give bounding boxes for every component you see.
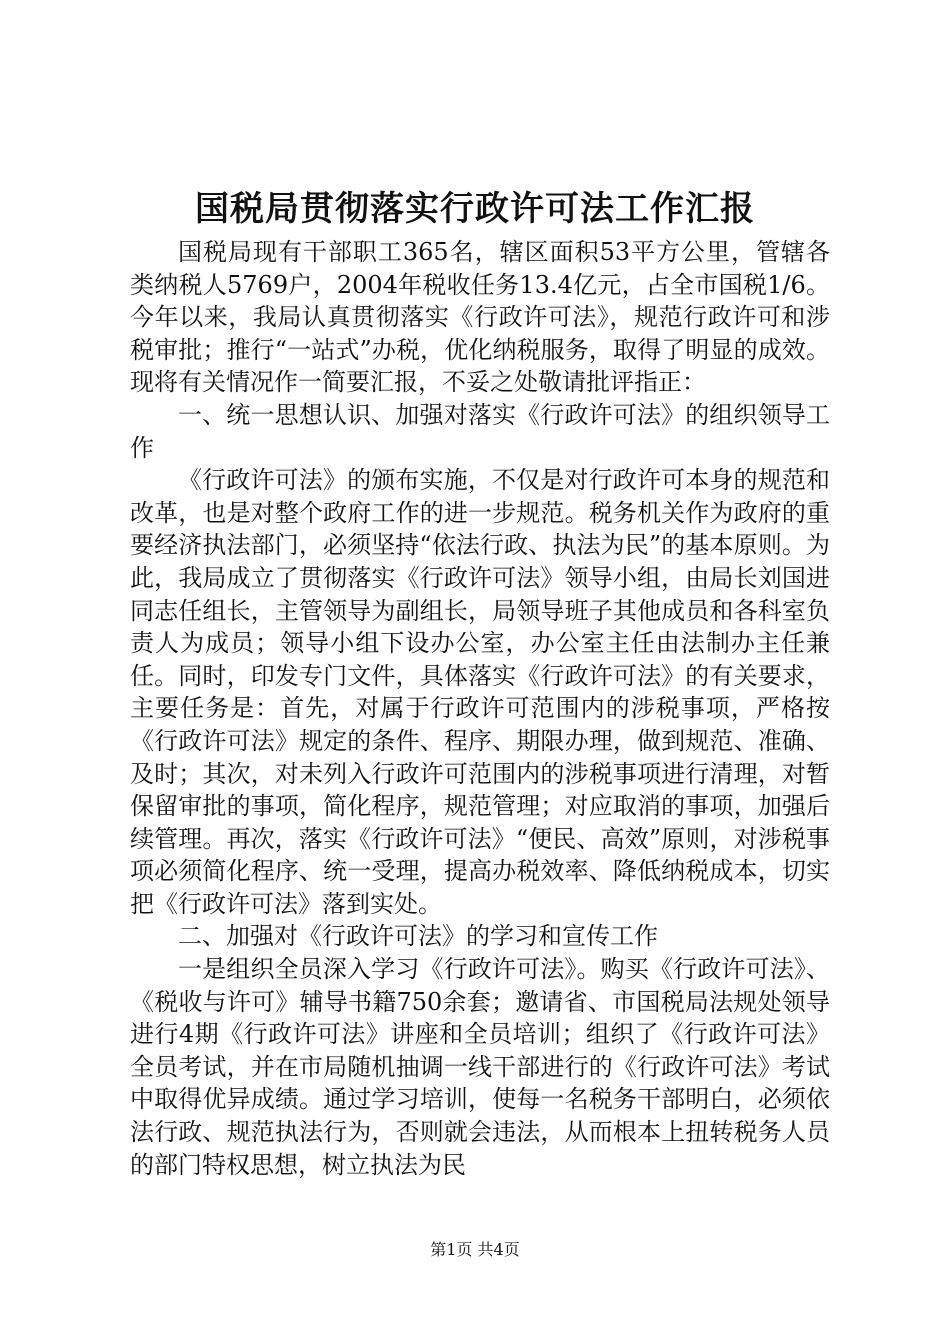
document-body (130, 236, 830, 1181)
paragraph-section-1: 《行政许可法》的颁布实施，不仅是对行政许可本身的规范和改革，也是对整个政府工作的进一步规范。税务机关作为政府的重要经济执法部门，必须坚持“依法行政、执法为民”的基本原则。为此，我局成立了贯彻落实《行政许可法》领导小组，由局长刘国进同志任组长，主管领导为副组长，局领导班子其他成员和各科室负责人为成员；领导小组下设办公室，办公室主任由法制办主任兼任。同时，印发专门文件，具体落实《行政许可法》的有关要求，主要任务是：首先，对属于行政许可范围内的涉税事项，严格按《行政许可法》规定的条件、程序、期限办理，做到规范、准确、及时；其次，对未列入行政许可范围内的涉税事项进行清理，对暂保留审批的事项，简化程序，规范管理；对应取消的事项，加强后续管理。再次，落实《行政许可法》“便民、高效”原则，对涉税事项必须简化程序、统一受理，提高办税效率、降低纳税成本，切实把《行政许可法》落到实处。 (130, 466, 830, 918)
page-footer: 第1页 共4页 (430, 1240, 520, 1259)
document-title: 国税局贯彻落实行政许可法工作汇报 (195, 189, 755, 229)
paragraph-intro: 国税局现有干部职工365名，辖区面积53平方公里，管辖各类纳税人5769户，2004年税收任务13.4亿元，占全市国税1/6。今年以来，我局认真贯彻落实《行政许可法》，规范行政许可和涉税审批；推行“一站式”办税，优化纳税服务，取得了明显的成效。现将有关情况作一简要汇报，不妥之处敬请批评指正： (130, 238, 830, 397)
paragraph-section-2: 一是组织全员深入学习《行政许可法》。购买《行政许可法》、《税收与许可》辅导书籍750余套；邀请省、市国税局法规处领导进行4期《行政许可法》讲座和全员培训；组织了《行政许可法》全员考试，并在市局随机抽调一线干部进行的《行政许可法》考试中取得优异成绩。通过学习培训，使每一名税务干部明白，必须依法行政、规范执法行为，否则就会违法，从而根本上扭转税务人员的部门特权思想，树立执法为民 (130, 955, 830, 1179)
section-heading-1: 一、统一思想认识、加强对落实《行政许可法》的组织领导工作 (130, 400, 830, 462)
section-heading-2: 二、加强对《行政许可法》的学习和宣传工作 (178, 922, 658, 951)
